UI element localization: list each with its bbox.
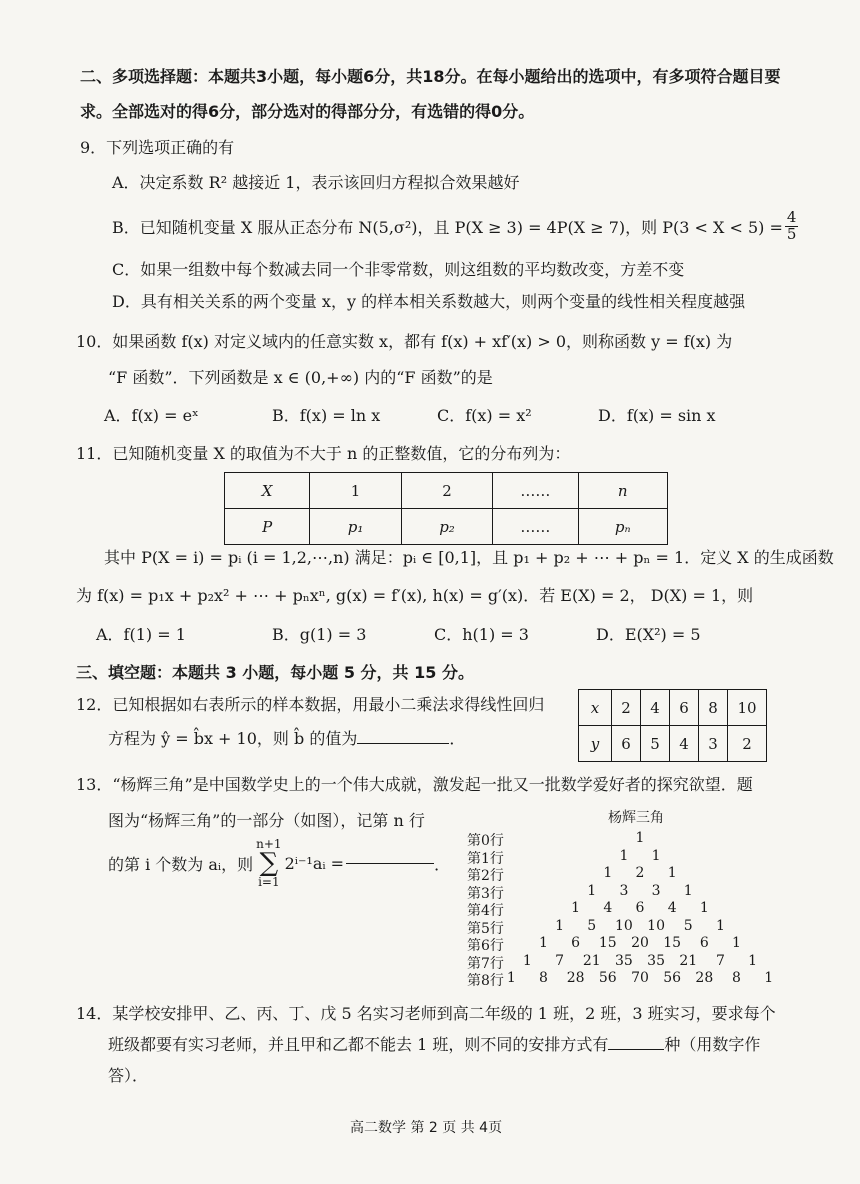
q12-line2 <box>108 726 465 749</box>
triangle-number: 1 <box>571 900 581 916</box>
triangle-number: 35 <box>614 952 633 969</box>
table-row <box>225 473 668 509</box>
triangle-number: 1 <box>715 917 725 934</box>
q10-option-a: A．f(x) = eˣ <box>104 406 199 425</box>
table-cell <box>225 509 310 545</box>
triangle-number: 21 <box>679 952 698 969</box>
q11-stem: 11．已知随机变量 X 的取值为不大于 n 的正整数值，它的分布列为： <box>76 444 571 463</box>
q9-b-denominator: 5 <box>786 224 797 243</box>
q9-option-b-text: B．已知随机变量 X 服从正态分布 N(5,σ²)，且 P(X ≥ 3) = 4P(X ≥ 7)，则 P(3 < X < 5) = <box>112 217 783 237</box>
q11-option-d: D．E(X²) = 5 <box>596 625 701 644</box>
triangle-number: 1 <box>603 865 613 881</box>
triangle-number: 70 <box>631 970 649 986</box>
triangle-title: 杨辉三角 <box>608 810 664 826</box>
triangle-number: 5 <box>587 917 597 934</box>
triangle-row-label: 第7行 <box>467 955 504 972</box>
triangle-number: 7 <box>555 952 565 969</box>
triangle-number: 1 <box>732 935 741 951</box>
table-cell: 2 <box>612 690 641 726</box>
q12-line2-end: ． <box>449 729 466 748</box>
table-cell: 5 <box>641 726 670 762</box>
sum-lower: i=1 <box>258 875 280 889</box>
triangle-number: 1 <box>635 830 645 846</box>
triangle-number: 28 <box>566 970 585 986</box>
table-cell: 4 <box>641 690 670 726</box>
triangle-row-label: 第2行 <box>467 868 504 884</box>
triangle-number: 15 <box>598 935 617 951</box>
triangle-number: 10 <box>614 917 633 934</box>
triangle-row-label: 第3行 <box>467 885 504 902</box>
table-cell: 8 <box>699 690 728 726</box>
q11-option-a: A．f(1) = 1 <box>96 625 186 644</box>
q9-stem: 9．下列选项正确的有 <box>80 138 235 157</box>
q13-line1: 13．“杨辉三角”是中国数学史上的一个伟大成就，激发起一批又一批数学爱好者的探究欲望．题 <box>76 775 753 794</box>
triangle-number: 20 <box>631 935 649 951</box>
page-footer: 高二数学 第 2 页 共 4页 <box>350 1120 503 1136</box>
triangle-number: 1 <box>619 847 629 864</box>
q13-line3-end: ． <box>434 854 451 874</box>
triangle-number: 1 <box>667 865 677 881</box>
cell-text: y <box>590 734 600 753</box>
table-cell: 2 <box>728 726 767 762</box>
triangle-number: 28 <box>695 970 714 986</box>
q14-line2-text: 班级都要有实习老师，并且甲和乙都不能去 1 班，则不同的安排方式有 <box>108 1035 609 1054</box>
table-cell: 3 <box>699 726 728 762</box>
table-cell <box>225 473 310 509</box>
q10-line1: 10．如果函数 f(x) 对定义域内的任意实数 x，都有 f(x) + xf′(x) > 0，则称函数 y = f(x) 为 <box>76 332 733 351</box>
q11-distribution-table <box>224 472 668 545</box>
cell-text: pₙ <box>614 517 631 536</box>
section2-heading-line2: 求。全部选对的得6分，部分选对的得部分分，有选错的得0分。 <box>80 102 535 121</box>
table-cell: 4 <box>670 726 699 762</box>
table-cell <box>578 473 667 509</box>
triangle-number: 1 <box>699 900 709 916</box>
q11-line2: 其中 P(X = i) = pᵢ (i = 1,2,⋯,n) 满足：pᵢ ∈ [0,1]，且 p₁ + p₂ + ⋯ + pₙ = 1．定义 X 的生成函数 <box>104 548 834 567</box>
q11-option-c: C．h(1) = 3 <box>434 625 529 644</box>
triangle-number: 2 <box>635 865 645 881</box>
q12-line1: 12．已知根据如右表所示的样本数据，用最小二乘法求得线性回归 <box>76 695 545 714</box>
q13-line3-text: 的第 i 个数为 aᵢ，则 <box>108 854 254 874</box>
triangle-number: 6 <box>699 935 709 951</box>
sigma-icon: ∑ <box>259 848 279 878</box>
table-cell: 1 <box>310 473 401 509</box>
q10-option-c: C．f(x) = x² <box>437 406 532 425</box>
q11-option-b: B．g(1) = 3 <box>272 625 367 644</box>
q14-line2-end: 种（用数字作 <box>664 1035 761 1054</box>
table-cell <box>401 509 492 545</box>
triangle-number: 3 <box>619 882 629 899</box>
triangle-number: 1 <box>555 917 565 934</box>
cell-text: P <box>262 517 273 536</box>
triangle-number: 5 <box>683 917 693 934</box>
q14-line3: 答）． <box>108 1066 149 1085</box>
triangle-number: 1 <box>506 970 516 986</box>
triangle-number: 1 <box>539 935 548 951</box>
cell-text: x <box>590 698 600 717</box>
q14-answer-blank <box>608 1049 664 1050</box>
table-cell <box>578 509 667 545</box>
table-cell: …… <box>493 473 578 509</box>
triangle-row-label: 第8行 <box>467 973 504 989</box>
triangle-number: 4 <box>603 900 613 916</box>
q13-sum-term: 2ⁱ⁻¹aᵢ = <box>284 853 345 873</box>
table-row <box>579 690 767 726</box>
q10-line2: “F 函数”．下列函数是 x ∈ (0,+∞) 内的“F 函数”的是 <box>108 368 493 387</box>
triangle-number: 15 <box>663 935 682 951</box>
triangle-row-label: 第6行 <box>467 938 504 954</box>
triangle-number: 4 <box>667 900 677 916</box>
summation-symbol <box>256 838 281 888</box>
table-row <box>579 726 767 762</box>
q12-sample-table <box>578 689 767 762</box>
q12-answer-blank <box>357 743 449 744</box>
triangle-number: 1 <box>683 882 693 899</box>
q9-option-d: D．具有相关关系的两个变量 x，y 的样本相关系数越大，则两个变量的线性相关程度越强 <box>112 292 746 311</box>
triangle-row-label: 第0行 <box>467 833 504 849</box>
q13-answer-blank <box>346 863 434 864</box>
q12-line2-text: 方程为 ŷ = b̂x + 10，则 b̂ 的值为 <box>108 729 358 748</box>
table-cell <box>310 509 401 545</box>
triangle-number: 6 <box>635 900 645 916</box>
triangle-number: 8 <box>539 970 548 986</box>
triangle-number: 35 <box>647 952 665 969</box>
section2-heading-line1: 二、多项选择题：本题共3小题，每小题6分，共18分。在每小题给出的选项中，有多项符合题目要 <box>80 67 781 86</box>
triangle-number: 1 <box>651 847 661 864</box>
triangle-number: 10 <box>647 917 665 934</box>
triangle-row-label: 第5行 <box>467 920 504 937</box>
q9-option-b-fraction <box>785 210 799 243</box>
triangle-number: 1 <box>587 882 597 899</box>
section3-heading: 三、填空题：本题共 3 小题，每小题 5 分，共 15 分。 <box>76 663 474 682</box>
q9-option-b <box>112 210 800 243</box>
sum-upper: n+1 <box>256 837 282 851</box>
triangle-number: 6 <box>571 935 581 951</box>
table-cell: 6 <box>670 690 699 726</box>
table-cell <box>579 690 612 726</box>
q10-option-b: B．f(x) = ln x <box>272 406 381 425</box>
q13-line3 <box>108 838 450 888</box>
q9-option-a: A．决定系数 R² 越接近 1，表示该回归方程拟合效果越好 <box>112 173 520 192</box>
cell-text: p₂ <box>439 517 455 536</box>
triangle-number: 21 <box>582 952 601 969</box>
q14-line1: 14．某学校安排甲、乙、丙、丁、戊 5 名实习老师到高二年级的 1 班，2 班，3 班实习，要求每个 <box>76 1004 776 1023</box>
table-cell: 2 <box>401 473 492 509</box>
cell-text: X <box>261 481 273 500</box>
triangle-number: 1 <box>748 952 758 969</box>
q9-option-c: C．如果一组数中每个数减去同一个非零常数，则这组数的平均数改变，方差不变 <box>112 260 685 279</box>
table-cell: 10 <box>728 690 767 726</box>
cell-text: n <box>617 481 628 500</box>
cell-text: p₁ <box>347 517 364 536</box>
table-cell <box>579 726 612 762</box>
table-row <box>225 509 668 545</box>
q10-option-d: D．f(x) = sin x <box>598 406 716 425</box>
triangle-number: 3 <box>651 882 661 899</box>
triangle-row-label: 第1行 <box>467 850 504 867</box>
triangle-number: 56 <box>598 970 617 986</box>
q13-line2: 图为“杨辉三角”的一部分（如图），记第 n 行 <box>108 811 425 830</box>
triangle-number: 56 <box>663 970 682 986</box>
triangle-number: 1 <box>764 970 774 986</box>
triangle-number: 1 <box>522 952 532 969</box>
q9-b-numerator: 4 <box>786 208 797 226</box>
triangle-number: 7 <box>715 952 725 969</box>
triangle-row-label: 第4行 <box>467 903 504 919</box>
triangle-number: 8 <box>732 970 741 986</box>
table-cell: 6 <box>612 726 641 762</box>
q14-line2 <box>108 1032 760 1055</box>
table-cell: …… <box>493 509 578 545</box>
q11-line3: 为 f(x) = p₁x + p₂x² + ⋯ + pₙxⁿ, g(x) = f′(x), h(x) = g′(x)．若 E(X) = 2， D(X) = 1，则 <box>76 586 754 605</box>
